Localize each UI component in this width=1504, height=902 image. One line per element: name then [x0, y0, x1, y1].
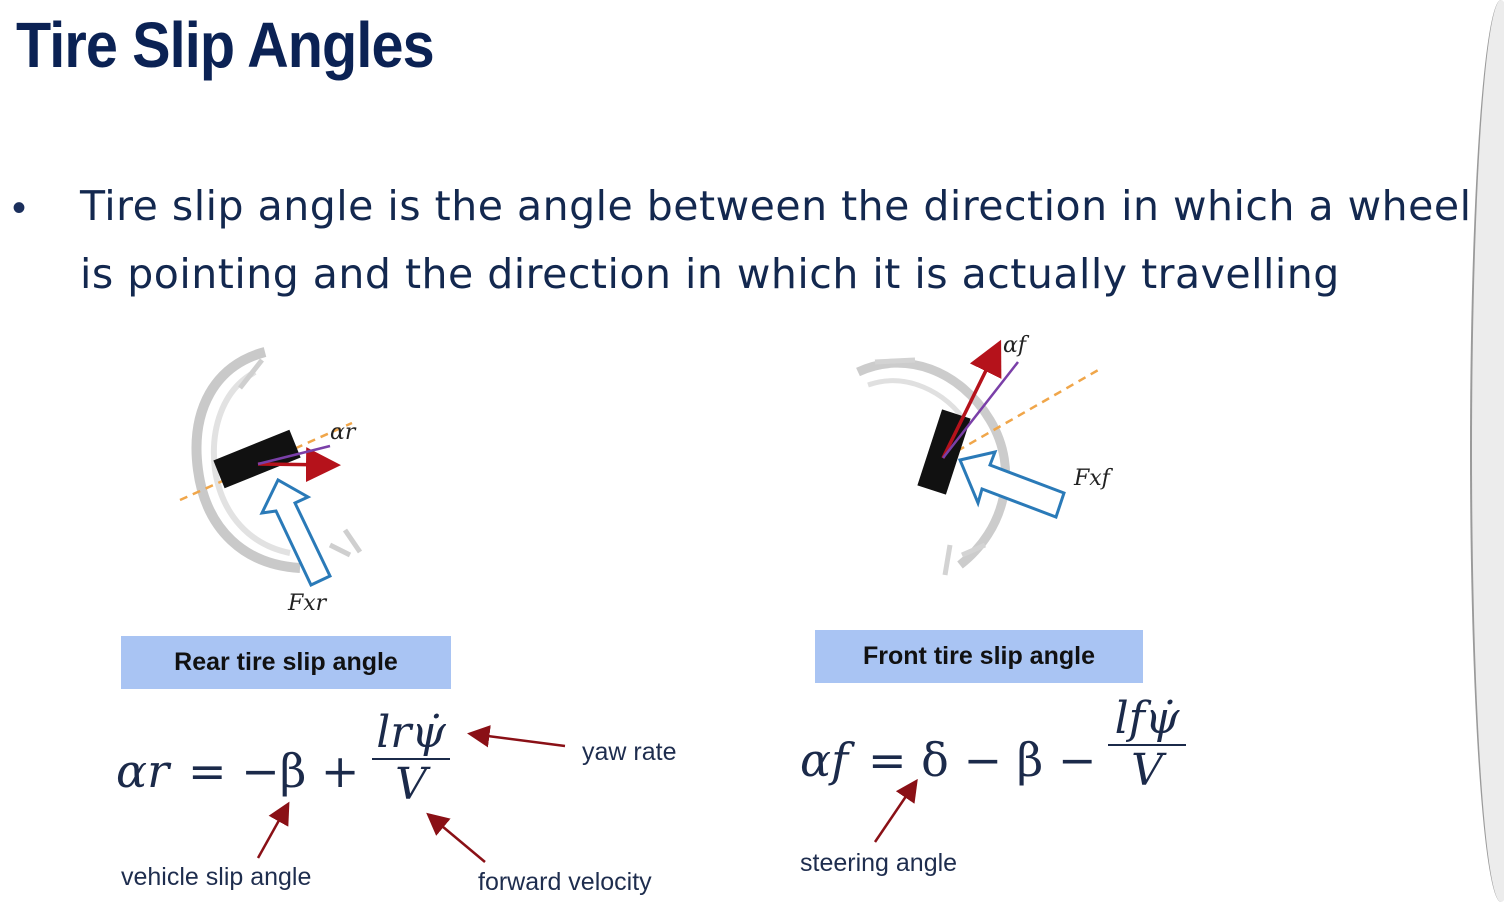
rear-equation-lhs: αr	[116, 744, 170, 798]
front-force-arrow	[960, 452, 1064, 517]
steering-angle-pointer	[875, 783, 915, 842]
rear-fraction-denominator: V	[395, 759, 427, 810]
front-alpha-label: αf	[1003, 333, 1026, 358]
rear-fraction-numerator: lrψ̇	[376, 707, 446, 758]
rear-equation-fraction	[372, 708, 450, 810]
rear-tire-label-box	[121, 636, 451, 689]
slide-title: Tire Slip Angles	[16, 9, 434, 81]
front-fraction-numerator: lfψ̇	[1114, 693, 1180, 744]
rear-equation-rhs: = −β +	[188, 744, 360, 798]
forward-velocity-pointer	[430, 816, 485, 862]
front-tire-diagram	[858, 346, 1100, 575]
front-equation-lhs: αf	[800, 733, 849, 787]
rear-tire-body	[213, 430, 300, 489]
front-force-label: Fxf	[1074, 466, 1110, 491]
front-tire-label-box	[815, 630, 1143, 683]
steering-angle-label: steering angle	[800, 849, 958, 877]
forward-velocity-label: forward velocity	[478, 868, 652, 896]
front-tire-label: Front tire slip angle	[863, 642, 1095, 670]
rear-alpha-label: αr	[330, 420, 356, 445]
front-equation-fraction	[1108, 694, 1186, 796]
vehicle-slip-pointer	[258, 806, 287, 858]
rear-tire-label: Rear tire slip angle	[174, 648, 398, 676]
bullet-line-2: is pointing and the direction in which it is actually travelling	[80, 250, 1340, 298]
front-fraction-denominator: V	[1131, 745, 1163, 796]
rear-force-label: Fxr	[288, 591, 327, 616]
rear-tire-diagram	[180, 352, 360, 585]
front-equation-rhs: = δ − β −	[868, 733, 1097, 787]
bullet-icon: •	[12, 186, 27, 230]
rear-velocity-arrow	[258, 464, 334, 465]
yaw-rate-pointer	[472, 734, 565, 746]
vehicle-slip-angle-label: vehicle slip angle	[121, 863, 312, 891]
bullet-line-1: Tire slip angle is the angle between the direction in which a wheel	[80, 182, 1472, 230]
yaw-rate-label: yaw rate	[582, 738, 677, 766]
front-heading-dashed-line	[945, 369, 1100, 458]
